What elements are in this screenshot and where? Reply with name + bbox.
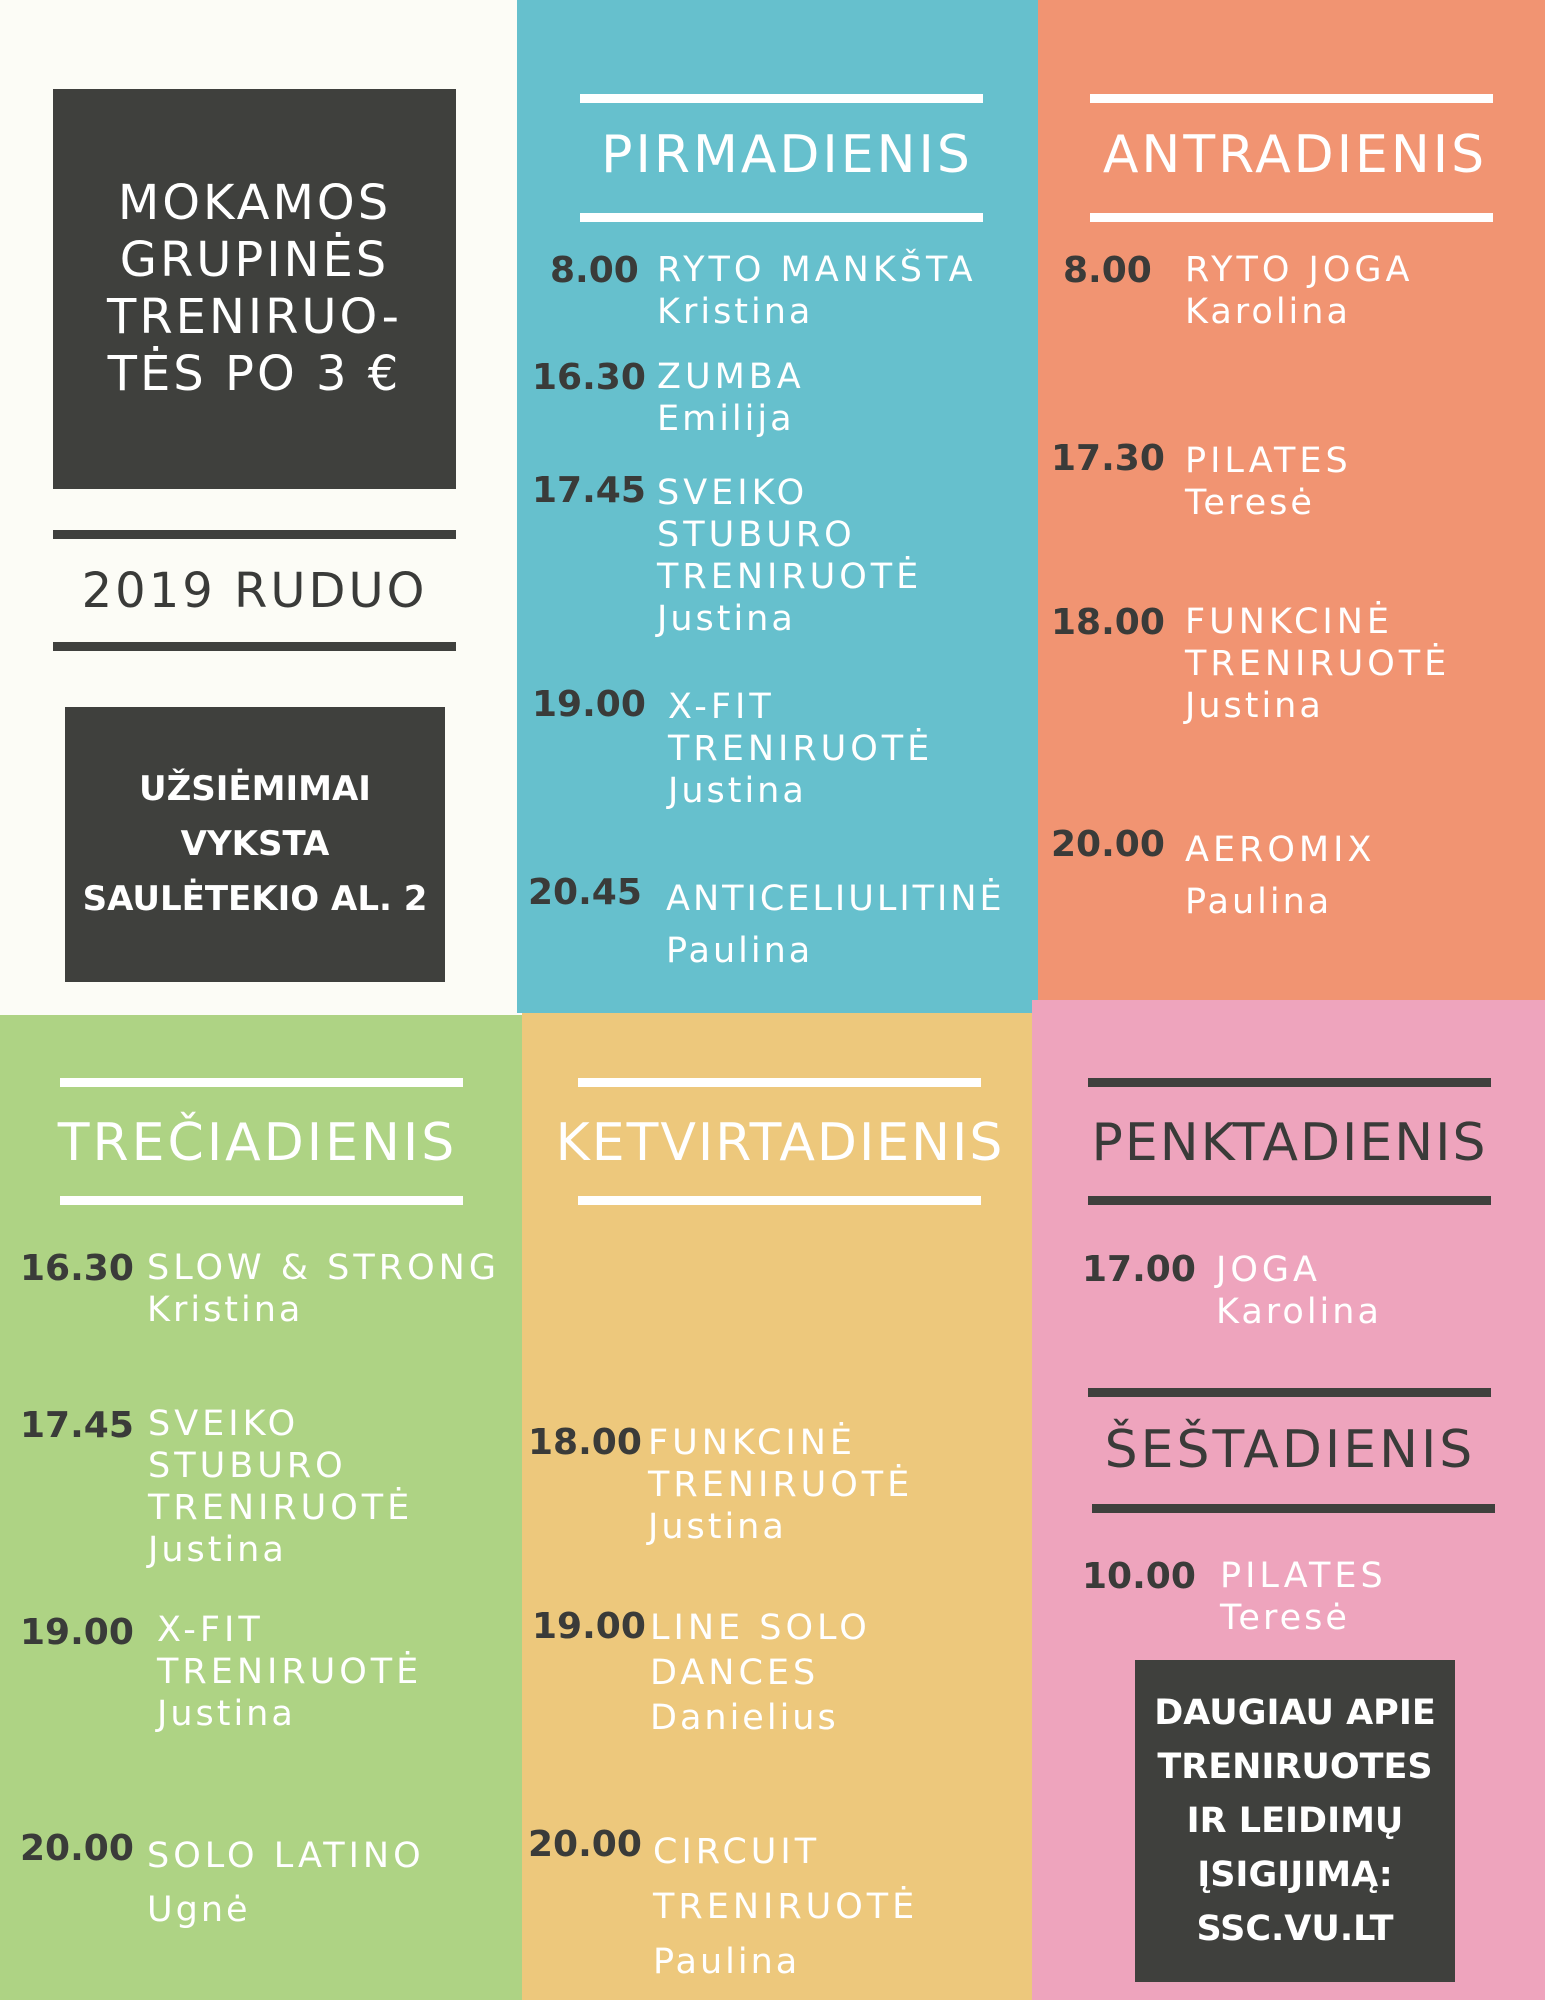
season-bottom-rule	[53, 642, 456, 651]
class-time: 18.00	[528, 1422, 642, 1463]
info-link[interactable]: SSC.VU.LT	[1196, 1909, 1394, 1949]
class-name: SLOW & STRONG	[147, 1248, 500, 1288]
class-instructor: Justina	[148, 1530, 287, 1570]
class-instructor: Ugnė	[147, 1890, 251, 1930]
thursday-title: KETVIRTADIENIS	[555, 1113, 1005, 1173]
class-entry	[1185, 249, 1413, 333]
info-box	[1135, 1660, 1455, 1982]
class-time: 17.30	[1051, 438, 1165, 479]
class-time: 17.45	[532, 470, 646, 511]
class-name: X-FIT TRENIRUOTĖ	[668, 687, 934, 769]
class-name: PILATES	[1220, 1556, 1387, 1596]
class-name: RYTO JOGA	[1185, 250, 1414, 290]
class-instructor: Justina	[668, 771, 807, 811]
location-box	[65, 707, 445, 982]
friday-top-rule	[1088, 1078, 1491, 1087]
class-name: ANTICELIULITINĖ	[666, 879, 1005, 919]
class-time: 16.30	[20, 1248, 134, 1289]
class-entry	[157, 1609, 422, 1735]
wednesday-bottom-rule	[60, 1196, 463, 1205]
class-instructor: Kristina	[147, 1290, 304, 1330]
tuesday-top-rule	[1090, 94, 1493, 103]
location-line: SAULĖTEKIO AL. 2	[82, 879, 428, 919]
friday-title: PENKTADIENIS	[1091, 1113, 1488, 1173]
title-line: TĖS PO 3 €	[107, 346, 402, 402]
class-name: CIRCUIT TRENIRUOTĖ	[653, 1832, 919, 1927]
class-entry	[1220, 1555, 1387, 1639]
class-entry	[668, 686, 933, 812]
class-instructor: Justina	[657, 599, 796, 639]
class-time: 20.00	[1051, 824, 1165, 865]
class-entry	[666, 873, 1005, 977]
season-top-rule	[53, 530, 456, 539]
title-line: MOKAMOS	[117, 175, 392, 231]
saturday-title: ŠEŠTADIENIS	[1104, 1420, 1476, 1480]
class-time: 8.00	[1063, 250, 1152, 291]
class-name: RYTO MANKŠTA	[657, 250, 977, 290]
class-name: FUNKCINĖ TRENIRUOTĖ	[648, 1423, 914, 1505]
class-entry	[1216, 1249, 1382, 1333]
class-instructor: Kristina	[657, 292, 814, 332]
class-name: PILATES	[1185, 441, 1352, 481]
location-line: UŽSIĖMIMAI	[139, 769, 371, 809]
class-instructor: Danielius	[650, 1698, 839, 1738]
class-entry	[1185, 601, 1450, 727]
title-box	[53, 89, 456, 489]
class-entry	[147, 1829, 425, 1937]
class-name: ZUMBA	[657, 357, 805, 397]
location-line: VYKSTA	[180, 824, 330, 864]
info-line: ĮSIGIJIMĄ:	[1197, 1855, 1393, 1895]
saturday-bottom-rule	[1092, 1504, 1495, 1513]
class-time: 10.00	[1082, 1556, 1196, 1597]
season-label: 2019 RUDUO	[81, 563, 428, 619]
tuesday-title: ANTRADIENIS	[1102, 125, 1488, 185]
tuesday-bottom-rule	[1090, 213, 1493, 222]
class-time: 17.45	[20, 1405, 134, 1446]
friday-bottom-rule	[1088, 1196, 1491, 1205]
class-entry	[148, 1403, 413, 1571]
class-instructor: Teresė	[1220, 1598, 1350, 1638]
monday-title: PIRMADIENIS	[601, 125, 973, 185]
class-name: FUNKCINĖ TRENIRUOTĖ	[1185, 602, 1451, 684]
class-instructor: Paulina	[1185, 882, 1333, 922]
class-instructor: Teresė	[1185, 483, 1315, 523]
class-name: X-FIT TRENIRUOTĖ	[157, 1610, 423, 1692]
class-entry	[657, 249, 977, 333]
class-time: 17.00	[1082, 1249, 1196, 1290]
wednesday-title: TREČIADIENIS	[57, 1113, 458, 1173]
class-time: 19.00	[20, 1612, 134, 1653]
saturday-top-rule	[1088, 1388, 1491, 1397]
class-time: 16.30	[532, 357, 646, 398]
class-name: LINE SOLO DANCES	[650, 1608, 871, 1693]
title-line: TRENIRUO-	[107, 289, 402, 345]
class-instructor: Paulina	[666, 931, 814, 971]
class-name: JOGA	[1216, 1250, 1321, 1290]
wednesday-top-rule	[60, 1078, 463, 1087]
class-instructor: Karolina	[1185, 292, 1351, 332]
class-time: 20.00	[20, 1828, 134, 1869]
class-entry	[653, 1825, 918, 1990]
info-line: TRENIRUOTES	[1157, 1747, 1433, 1787]
thursday-bottom-rule	[578, 1196, 981, 1205]
class-instructor: Justina	[157, 1694, 296, 1734]
class-time: 8.00	[550, 250, 639, 291]
class-name: SVEIKO STUBURO TRENIRUOTĖ	[148, 1404, 414, 1528]
class-entry	[1185, 440, 1352, 524]
class-time: 19.00	[532, 684, 646, 725]
class-name: AEROMIX	[1185, 830, 1376, 870]
class-entry	[657, 356, 805, 440]
class-entry	[648, 1422, 913, 1548]
class-time: 19.00	[532, 1606, 646, 1647]
class-entry	[650, 1606, 871, 1741]
title-line: GRUPINĖS	[119, 232, 390, 288]
class-name: SVEIKO STUBURO TRENIRUOTĖ	[657, 473, 923, 597]
thursday-top-rule	[578, 1078, 981, 1087]
monday-bottom-rule	[580, 213, 983, 222]
class-time: 18.00	[1051, 602, 1165, 643]
class-time: 20.45	[528, 872, 642, 913]
class-time: 20.00	[528, 1824, 642, 1865]
class-instructor: Emilija	[657, 399, 795, 439]
info-line: IR LEIDIMŲ	[1186, 1801, 1404, 1841]
class-name: SOLO LATINO	[147, 1836, 425, 1876]
class-instructor: Justina	[1185, 686, 1324, 726]
class-instructor: Justina	[648, 1507, 787, 1547]
class-entry	[1185, 824, 1375, 928]
info-line: DAUGIAU APIE	[1154, 1693, 1436, 1733]
monday-top-rule	[580, 94, 983, 103]
class-instructor: Karolina	[1216, 1292, 1382, 1332]
class-entry	[657, 472, 922, 640]
class-instructor: Paulina	[653, 1942, 801, 1982]
class-entry	[147, 1247, 500, 1331]
